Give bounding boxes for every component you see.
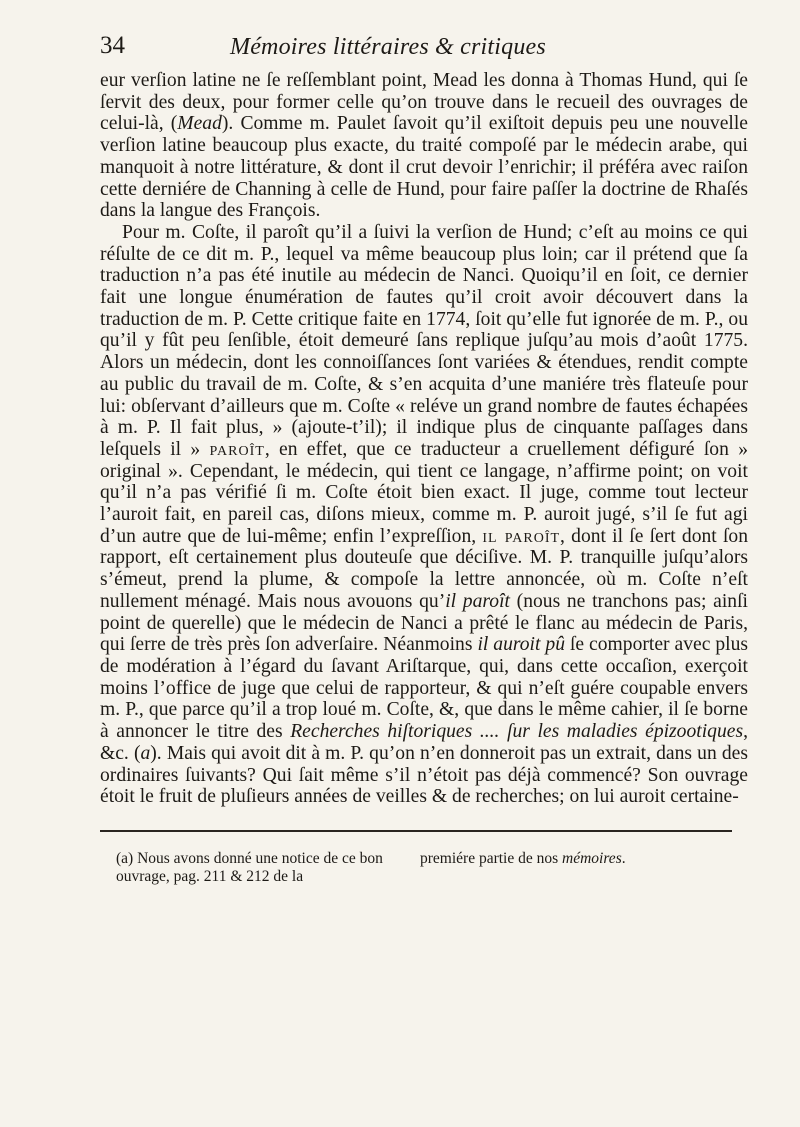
footnote-rule — [100, 830, 732, 832]
paragraph-1-text-b: ). Comme m. Paulet ſavoit qu’il exiſtoit depuis peu une nouvelle verſion latine beaucoup plus exacte, du traité compoſé par le médecin arabe, qui manquoit à notre littérature, & dont il crut devoir l’enrichir; il préféra avec raiſon cette derniére de Channing à celle de Hund, pour faire paſſer la doctrine de Rhaſés dans la langue des François. — [100, 113, 748, 222]
paragraph-2-italic-3: Recherches hiſtoriques .... ſur les maladies épizootiques — [290, 721, 744, 743]
footnote-column-1: (a) Nous avons donné une notice de ce bon ouvrage, pag. 211 & 212 de la — [116, 849, 383, 886]
paragraph-2-text-c: , dont il ſe ſert dont ſon rapport, eſt certainement plus douteuſe que déciſive. M. P. tranquille juſqu’alors s’émeut, prend la plume, & compoſe la lettre annoncée, où m. Coſte n’eſt nullement ménagé. Mais nous avouons qu’ — [100, 525, 748, 612]
paragraph-2-text-a: Pour m. Coſte, il paroît qu’il a ſuivi la verſion de Hund; c’eſt au moins ce qui réſulte de ce dit m. P., lequel va même beaucoup plus loin; car il prétend que ſa traduction n’a pas été inutile au médecin de Nanci. Quoiqu’il en ſoit, ce dernier fait une longue énumération de fautes qu’il croit avoir découvert dans la traduction de m. P. Cette critique faite en 1774, ſoit qu’elle fut ignorée de m. P., ou qu’il y fût peu ſenſible, étoit demeuré ſans replique juſqu’au mois d’août 1775. Alors un médecin, dont les connoiſſances ſont variées & étendues, rendit compte au public du travail de m. Coſte, & s’en acquita d’une maniére très flateuſe pour lui: obſervant d’ailleurs que m. Coſte « reléve un grand nombre de fautes échapées à m. P. Il fait plus, » (ajoute-t’il); il indique plus de cinquante paſſages dans leſquels il » — [100, 221, 748, 460]
footnote-column-2-italic: mémoires — [562, 849, 622, 867]
footnote-reference: a — [140, 742, 151, 764]
paragraph-2-text-b: , en effet, que ce traducteur a cruellement défiguré ſon » original ». Cependant, le médecin, qui tient ce langage, n’affirme point; on voit qu’il n’a pas vérifié ſi m. Coſte étoit bien exact. Il juge, comme tout lecteur l’auroit fait, en pareil cas, diſons mieux, comme m. P. auroit jugé, s’il ſe fut agi d’un autre que de lui-même; enfin l’expreſſion, — [100, 438, 748, 547]
running-title: Mémoires littéraires & critiques — [230, 34, 546, 60]
paragraph-2 — [100, 222, 748, 808]
footnote-column-2-text-a: premiére partie de nos — [420, 849, 559, 867]
paragraph-2-smallcaps-1: paroît — [209, 438, 265, 460]
paragraph-1-text-a: eur verſion latine ne ſe reſſemblant point, Mead les donna à Thomas Hund, qui ſe ſervit des deux, pour former celle qu’on trouve dans le recueil des ouvrages de celui-là, ( — [100, 70, 748, 135]
paragraph-2-text-d: (nous ne tranchons pas; ainſi point de querelle) que le médecin de Nanci a prêté le flanc au médecin de Paris, qui ſerre de très près ſon adverſaire. Néanmoins — [100, 590, 748, 656]
paragraph-2-text-f: , &c. ( — [100, 721, 748, 764]
paragraph-2-text-e: ſe comporter avec plus de modération à l’égard du ſavant Ariſtarque, qui, dans cette occaſion, exerçoit moins l’office de juge que celui de rapporteur, & qui n’eſt guére coupable envers m. P., que parce qu’il a trop loué m. Coſte, &, que dans le même cahier, il ſe borne à annoncer le titre des — [100, 634, 749, 743]
paragraph-2-smallcaps-2: il paroît — [482, 525, 561, 547]
footnote — [100, 850, 732, 887]
footnote-column-2 — [400, 850, 732, 887]
paragraph-2-text-g: ). Mais qui avoit dit à m. P. qu’on n’en donneroit pas un extrait, dans un des ordinaires ſuivants? Qui ſait même s’il n’étoit pas déjà commencé? Son ouvrage étoit le fruit de pluſieurs années de veilles & de recherches; on lui auroit certaine- — [100, 742, 748, 808]
paragraph-1 — [100, 70, 748, 222]
paragraph-1-italic: Mead — [177, 113, 222, 135]
page-number: 34 — [100, 32, 125, 59]
paragraph-2-italic-2: il auroit pû — [477, 634, 565, 656]
main-text — [100, 70, 748, 808]
footnote-column-2-text-b: . — [621, 849, 626, 867]
paragraph-2-italic-1: il paroît — [445, 590, 510, 612]
running-head — [100, 28, 748, 70]
